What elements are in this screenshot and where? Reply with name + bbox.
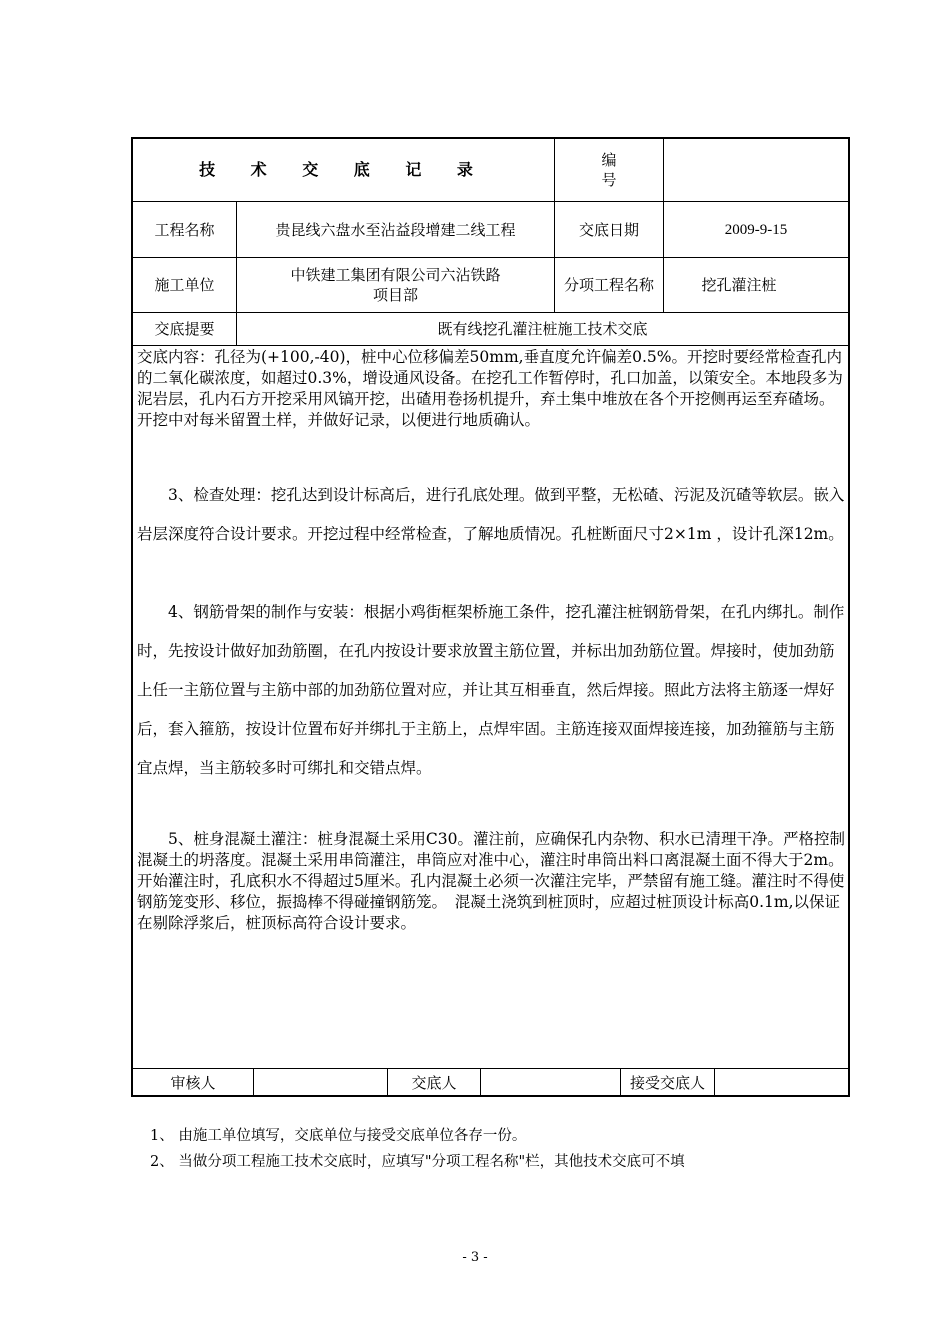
content-paragraph-3: 4、钢筋骨架的制作与安装：根据小鸡街框架桥施工条件，挖孔灌注桩钢筋骨架，在孔内绑扎。制作时，先按设计做好加劲筋圈，在孔内按设计要求放置主筋位置，并标出加劲筋位置。焊接时，使加劲筋上任一主筋位置与主筋中部的加劲筋位置对应，并让其互相垂直，然后焊接。照此方法将主筋逐一焊好后，套入箍筋，按设计位置布好并绑扎于主筋上，点焊牢固。主筋连接双面焊接连接，加劲箍筋与主筋宜点焊，当主筋较多时可绑扎和交错点焊。 [137, 603, 845, 777]
reviewer-signature [254, 1069, 387, 1096]
date-label: 交底日期 [578, 220, 639, 239]
discloser-label: 交底人 [411, 1073, 457, 1092]
project-name: 贵昆线六盘水至沾益段增建二线工程 [275, 220, 516, 239]
summary-label: 交底提要 [154, 320, 215, 338]
content-paragraph-4: 5、桩身混凝土灌注：桩身混凝土采用C30。灌注前，应确保孔内杂物、积水已清理干净。严格控制混凝土的坍落度。混凝土采用串筒灌注，串筒应对准中心，灌注时串筒出料口离混凝土面不得大于2m。开始灌注时，孔底积水不得超过5厘米。孔内混凝土必须一次灌注完毕，严禁留有施工缝。灌注时不得使钢筋笼变形、移位，振捣棒不得碰撞钢筋笼。 混凝土浇筑到桩顶时，应超过桩顶设计标高0.1m,以保证在剔除浮浆后，桩顶标高符合设计要求。 [137, 830, 845, 932]
page-number: - 3 - [462, 1250, 488, 1265]
number-value [664, 139, 848, 201]
subproject-label: 分项工程名称 [563, 276, 654, 294]
receiver-label: 接受交底人 [629, 1073, 705, 1092]
footnote-2: 2、 当做分项工程施工技术交底时，应填写"分项工程名称"栏，其他技术交底可不填 [150, 1154, 685, 1170]
construction-unit [237, 258, 554, 312]
unit-label: 施工单位 [154, 276, 215, 294]
reviewer-label: 审核人 [170, 1073, 216, 1092]
unit-line-1: 中铁建工集团有限公司六沾铁路 [290, 266, 501, 284]
content-paragraph-2: 3、检查处理：挖孔达到设计标高后，进行孔底处理。做到平整，无松碴、污泥及沉碴等软层。嵌入岩层深度符合设计要求。开挖过程中经常检查，了解地质情况。孔桩断面尺寸2×1m ，设计孔深12m。 [137, 486, 845, 543]
project-name-label: 工程名称 [154, 220, 215, 239]
receiver-signature [715, 1069, 848, 1096]
unit-line-2: 项目部 [372, 286, 418, 304]
summary: 既有线挖孔灌注桩施工技术交底 [437, 320, 648, 338]
subproject-name: 挖孔灌注桩 [701, 276, 777, 294]
content-paragraph-1: 交底内容：孔径为(+100,-40)，桩中心位移偏差50mm,垂直度允许偏差0.5%。开挖时要经常检查孔内的二氧化碳浓度，如超过0.3%，增设通风设备。在挖孔工作暂停时，孔口加盖，以策安全。本地段多为泥岩层，孔内石方开挖采用风镐开挖，出碴用卷扬机提升，弃土集中堆放在各个开挖侧再运至弃碴场。开挖中对每米留置土样，并做好记录，以便进行地质确认。 [137, 348, 843, 429]
number-label: 编号 [601, 151, 645, 189]
record-title: 技 术 交 底 记 录 [199, 160, 488, 179]
discloser-signature [481, 1069, 620, 1096]
disclosure-date: 2009-9-15 [724, 221, 788, 238]
footnote-1: 1、 由施工单位填写，交底单位与接受交底单位各存一份。 [150, 1128, 527, 1144]
row-divider [132, 345, 849, 346]
